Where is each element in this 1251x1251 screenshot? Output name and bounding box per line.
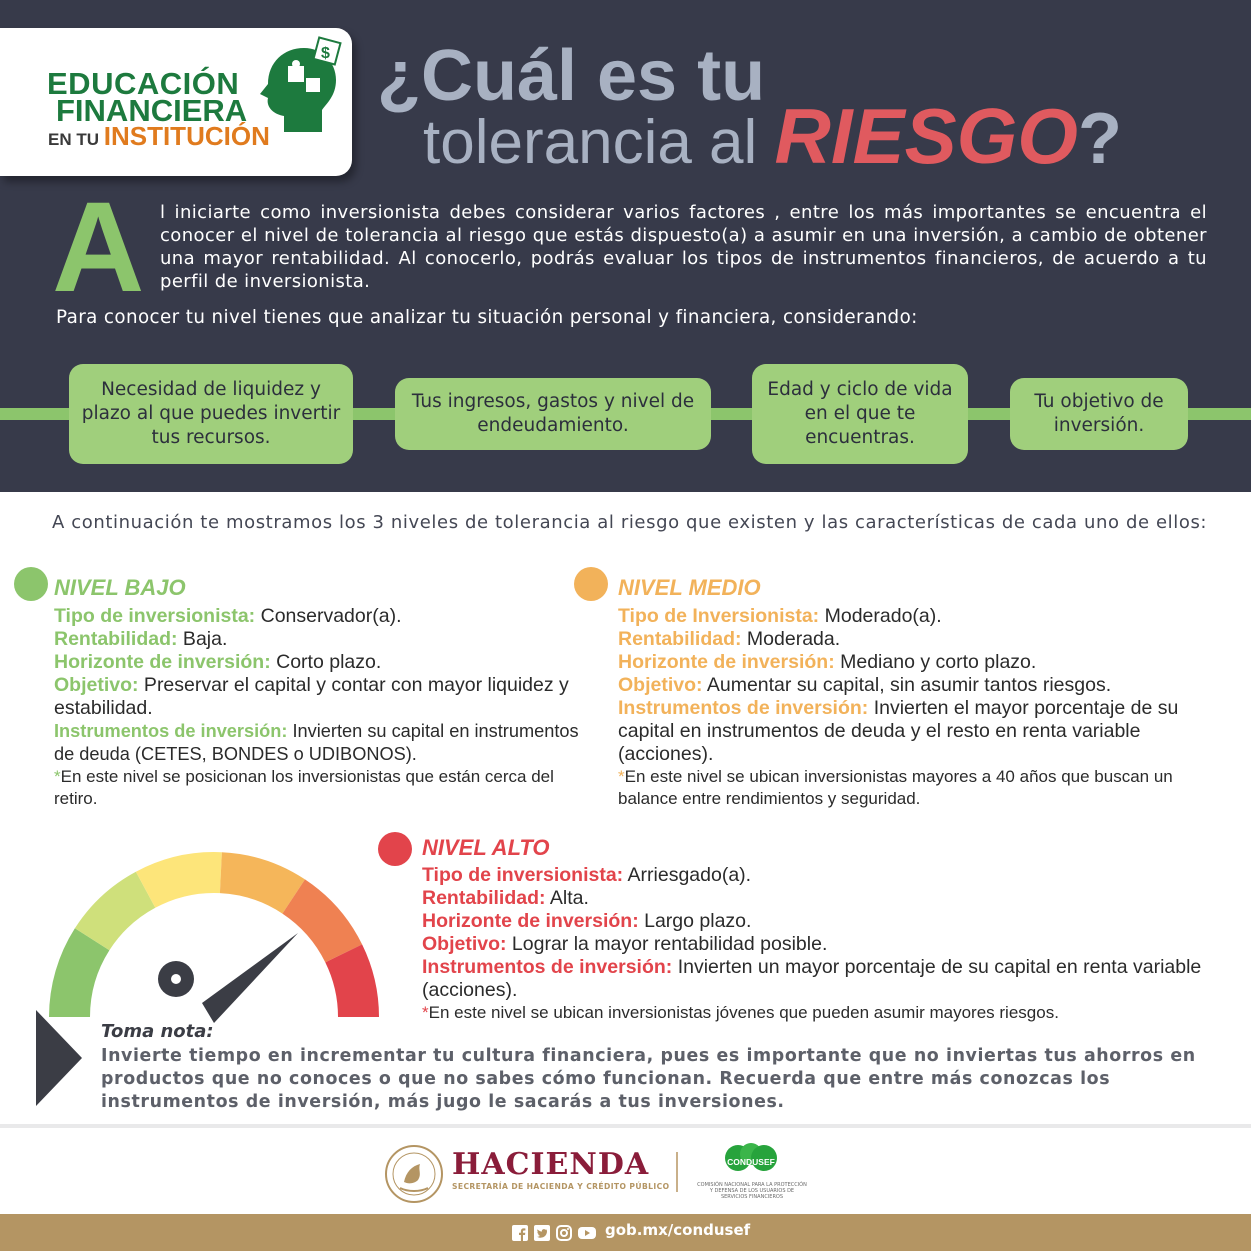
title-riesgo: RIESGO	[774, 92, 1078, 180]
bajo-note-star: *	[54, 767, 61, 786]
medio-note-star: *	[618, 767, 625, 786]
medio-obj-label: Objetivo:	[618, 674, 703, 696]
alto-tipo-value: Arriesgado(a).	[623, 864, 752, 886]
hacienda-logo-text: HACIENDA	[452, 1147, 650, 1182]
alto-hor-label: Horizonte de inversión:	[422, 910, 639, 932]
medio-hor-label: Horizonte de inversión:	[618, 651, 835, 673]
factor-objetivo: Tu objetivo de inversión.	[1010, 378, 1188, 450]
facebook-icon[interactable]	[512, 1225, 528, 1241]
nivel-bajo-title: NIVEL BAJO	[54, 575, 186, 600]
note-body: Invierte tiempo en incrementar tu cultura financiera, pues es importante que no inviertas tus ahorros en productos que no conoces o que no sabes cómo funcionan. Recuerda que entre más conozcas los instrumentos de inversión, más jugo le sacarás a tus inversiones.	[101, 1046, 1196, 1112]
medio-hor-value: Mediano y corto plazo.	[834, 651, 1037, 673]
youtube-icon[interactable]	[578, 1225, 596, 1241]
note-title: Toma nota:	[101, 1021, 214, 1042]
title-line-2	[423, 92, 1122, 181]
condusef-logo-icon	[718, 1143, 784, 1179]
bajo-ins-value: Invierten su capital en instrumentos de deuda (CETES, BONDES o UDIBONOS).	[54, 721, 579, 764]
bajo-obj-value: Preservar el capital y contar con mayor liquidez y estabilidad.	[54, 674, 569, 719]
consider-heading: Para conocer tu nivel tienes que analizar tu situación personal y financiera, considerando:	[56, 307, 918, 328]
nivel-medio-body	[618, 605, 1218, 810]
factor-liquidez: Necesidad de liquidez y plazo al que puedes invertir tus recursos.	[69, 364, 353, 464]
logo-line-3	[48, 121, 270, 152]
alto-hor-value: Largo plazo.	[638, 910, 752, 932]
medio-obj-value: Aumentar su capital, sin asumir tantos riesgos.	[702, 674, 1112, 696]
alto-tipo-label: Tipo de inversionista:	[422, 864, 624, 886]
note-arrow-icon	[36, 1010, 82, 1106]
medio-ins-label: Instrumentos de inversión:	[618, 697, 869, 719]
factor-ingresos: Tus ingresos, gastos y nivel de endeudamiento.	[395, 378, 711, 450]
bajo-rent-label: Rentabilidad:	[54, 628, 178, 650]
bajo-hor-value: Corto plazo.	[270, 651, 382, 673]
title-line-1: ¿Cuál es tu	[377, 36, 766, 116]
alto-obj-value: Lograr la mayor rentabilidad posible.	[506, 933, 828, 955]
intro-paragraph: l iniciarte como inversionista debes considerar varios factores , entre los más importantes se encuentra el conocer el nivel de tolerancia al riesgo que estás dispuesto(a) a asumir en una inversión, a cambio de obtener una mayor rentabilidad. Al conocerlo, podrás evaluar los tipos de instrumentos financieros, de acuerdo a tu perfil de inversionista.	[160, 202, 1207, 292]
intro-dropcap: A	[52, 176, 145, 319]
medio-tipo-label: Tipo de Inversionista:	[618, 605, 820, 627]
logo-line-3-prefix: EN TU	[48, 130, 104, 149]
medio-rent-value: Moderada.	[741, 628, 841, 650]
logo-line-3-word: INSTITUCIÓN	[103, 121, 270, 151]
bajo-tipo-value: Conservador(a).	[255, 605, 402, 627]
bajo-rent-value: Baja.	[177, 628, 228, 650]
hacienda-subtitle: SECRETARÍA DE HACIENDA Y CRÉDITO PÚBLICO	[452, 1182, 670, 1191]
bajo-note: En este nivel se posicionan los inversionistas que están cerca del retiro.	[54, 767, 554, 808]
twitter-icon[interactable]	[534, 1225, 550, 1241]
alto-note: En este nivel se ubican inversionistas jóvenes que pueden asumir mayores riesgos.	[428, 1003, 1059, 1022]
bajo-hor-label: Horizonte de inversión:	[54, 651, 271, 673]
condusef-logo-text: CONDUSEF	[727, 1157, 775, 1167]
nivel-bajo-body	[54, 605, 594, 810]
title-line-2-start: tolerancia al	[423, 108, 775, 177]
alto-ins-label: Instrumentos de inversión:	[422, 956, 673, 978]
nivel-alto-title: NIVEL ALTO	[422, 835, 550, 860]
alto-note-star: *	[422, 1003, 429, 1022]
medio-tipo-value: Moderado(a).	[819, 605, 942, 627]
alto-rent-label: Rentabilidad:	[422, 887, 546, 909]
logo-line-2: FINANCIERA	[56, 93, 248, 128]
medio-ins-value: Invierten el mayor porcentaje de su capital en instrumentos de deuda y el resto en renta variable (acciones).	[618, 697, 1179, 765]
logo-line-1: EDUCACIÓN	[47, 66, 240, 101]
title-question-mark: ?	[1077, 99, 1122, 179]
medio-note: En este nivel se ubican inversionistas mayores a 40 años que buscan un balance entre rendimientos y seguridad.	[618, 767, 1173, 808]
alto-ins-value: Invierten un mayor porcentaje de su capital en renta variable (acciones).	[422, 956, 1202, 1001]
nivel-bajo-dot	[14, 567, 48, 601]
svg-text:$: $	[321, 45, 330, 62]
nivel-medio-title: NIVEL MEDIO	[618, 575, 761, 600]
factor-edad: Edad y ciclo de vida en el que te encuentras.	[752, 364, 968, 464]
risk-gauge-icon	[44, 852, 384, 1052]
nivel-medio-dot	[574, 567, 608, 601]
bajo-ins-label: Instrumentos de inversión:	[54, 721, 288, 741]
bajo-obj-label: Objetivo:	[54, 674, 139, 696]
instagram-icon[interactable]	[556, 1225, 572, 1241]
mexico-seal-icon	[384, 1144, 444, 1204]
alto-rent-value: Alta.	[545, 887, 589, 909]
nivel-alto-body	[422, 864, 1222, 1024]
levels-intro: A continuación te mostramos los 3 niveles de tolerancia al riesgo que existen y las características de cada uno de ellos:	[52, 512, 1208, 533]
footer-separator	[0, 1124, 1251, 1128]
condusef-subtitle: COMISIÓN NACIONAL PARA LA PROTECCIÓN Y DEFENSA DE LOS USUARIOS DE SERVICIOS FINANCIEROS	[697, 1182, 807, 1200]
footer-divider	[676, 1152, 678, 1192]
medio-rent-label: Rentabilidad:	[618, 628, 742, 650]
head-puzzle-icon	[250, 36, 350, 136]
bajo-tipo-label: Tipo de inversionista:	[54, 605, 256, 627]
alto-obj-label: Objetivo:	[422, 933, 507, 955]
website-link[interactable]: gob.mx/condusef	[605, 1221, 751, 1239]
